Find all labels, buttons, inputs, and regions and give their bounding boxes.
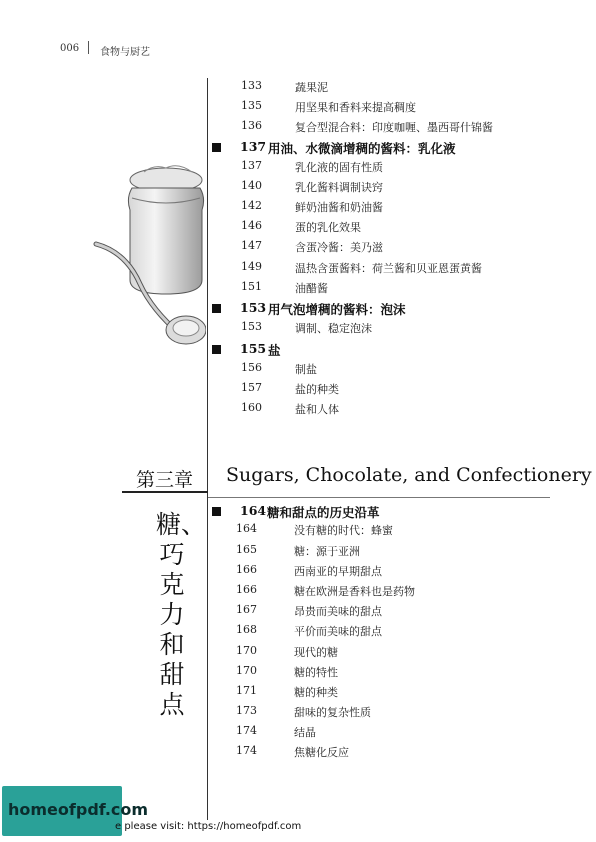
watermark-link-text[interactable]: e please visit: https://homeofpdf.com [115, 821, 302, 832]
section-bullet-icon [212, 507, 221, 516]
jar-spoon-illustration [86, 158, 206, 358]
header-divider [88, 41, 89, 54]
chapter-title-en: Sugars, Chocolate, and Confectionery [226, 464, 592, 486]
chapter-rule-right [208, 497, 550, 498]
section-bullet-icon [212, 143, 221, 152]
section-bullet-icon [212, 304, 221, 313]
watermark-logo-text[interactable]: homeofpdf.com [8, 800, 149, 819]
section-bullet-icon [212, 345, 221, 354]
vertical-rule [207, 78, 208, 820]
chapter-label: 第三章 [136, 469, 194, 491]
chapter-title-zh: 糖、巧克力和甜点 [156, 510, 207, 719]
book-title: 食物与厨艺 [100, 47, 150, 58]
page-number: 006 [60, 43, 80, 54]
